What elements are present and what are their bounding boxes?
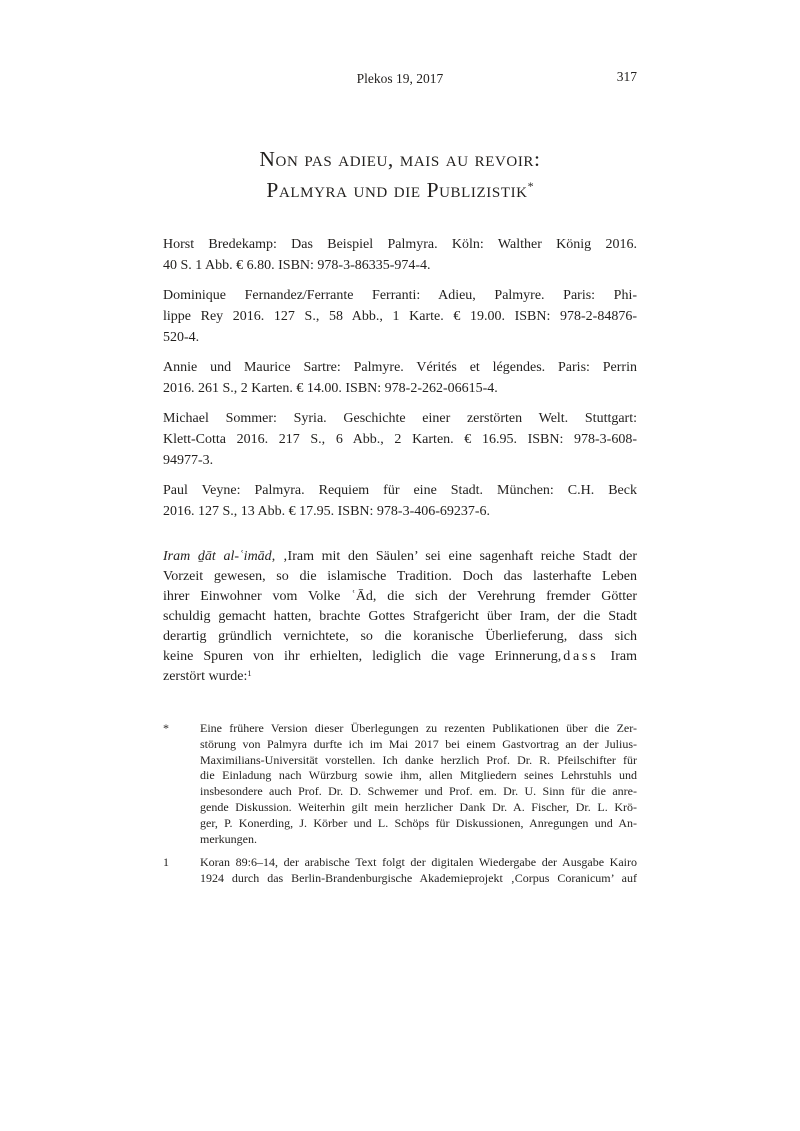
footnote-text xyxy=(200,721,637,847)
title-footnote-marker: * xyxy=(527,179,534,193)
bib-entry-line: Paul Veyne: Palmyra. Requiem für eine Stadt. München: C.H. Beck xyxy=(163,483,637,498)
bib-entry-line: Horst Bredekamp: Das Beispiel Palmyra. Köln: Walther König 2016. xyxy=(163,237,637,252)
body-text-segment: schuldig gemacht hatten, brachte Gottes Strafgericht über Iram, der die Stadt xyxy=(163,609,637,624)
footnote-line: insbesondere auch Prof. Dr. D. Schwemer und Prof. em. Dr. U. Sinn für die anre- xyxy=(200,784,637,799)
footnote-text xyxy=(200,855,637,887)
footnote-line: merkungen. xyxy=(200,831,257,846)
bibliography xyxy=(163,234,637,531)
body-text-segment: keine Spuren von ihr erhielten, lediglich die vage Erinnerung, xyxy=(163,649,562,664)
bib-entry-line: 40 S. 1 Abb. € 6.80. ISBN: 978-3-86335-974-4. xyxy=(163,258,431,273)
bib-entry-line: Annie und Maurice Sartre: Palmyre. Vérités et légendes. Paris: Perrin xyxy=(163,360,637,375)
body-line xyxy=(163,607,637,627)
footnotes-section xyxy=(163,721,637,895)
page-header xyxy=(163,71,637,91)
article-title-line1: Non pas adieu, mais au revoir: xyxy=(259,147,541,171)
body-line xyxy=(163,667,637,687)
bib-entry-line: Michael Sommer: Syria. Geschichte einer zerstörten Welt. Stuttgart: xyxy=(163,411,637,426)
footnote-line: Maximilians-Universität vorstellen. Ich danke herzlich Prof. Dr. R. Pfeilschifter für xyxy=(200,752,637,767)
bib-entry-line: Klett-Cotta 2016. 217 S., 6 Abb., 2 Karten. € 16.95. ISBN: 978-3-608- xyxy=(163,432,637,447)
footnote-marker: * xyxy=(163,721,169,735)
bib-entry-line: 94977-3. xyxy=(163,453,214,468)
article-title xyxy=(163,144,637,209)
body-text-segment: ihrer Einwohner vom Volke ʿĀd, die sich der Verehrung fremder Götter xyxy=(163,589,637,604)
footnote-line: ger, P. Konerding, J. Körber und L. Schöps für Diskussionen, Anregungen und An- xyxy=(200,815,637,830)
footnote-line: störung von Palmyra durfte ich im Mai 2017 bei einem Gastvortrag an der Julius- xyxy=(200,736,637,751)
journal-title: Plekos 19, 2017 xyxy=(356,71,444,86)
bib-entry xyxy=(163,480,637,522)
arabic-transliteration: Iram ḏāt al-ʿimād xyxy=(163,549,272,564)
footnote-line: Koran 89:6–14, der arabische Text folgt der digitalen Wiedergabe der Ausgabe Kairo xyxy=(200,855,637,870)
bib-entry xyxy=(163,234,637,276)
article-title-line2 xyxy=(163,175,637,209)
body-line xyxy=(163,627,637,647)
body-text-segment: Vorzeit gewesen, so die islamische Tradition. Doch das lasterhafte Leben xyxy=(163,569,637,584)
body-text-segment: Iram xyxy=(600,649,637,664)
footnote-line: 1924 durch das Berlin-Brandenburgische Akademieprojekt ‚Corpus Coranicum’ auf xyxy=(200,871,637,886)
bib-entry xyxy=(163,285,637,348)
footnote-line: gende Diskussion. Weiterhin gilt mein herzlicher Dank Dr. A. Fischer, Dr. L. Krö- xyxy=(200,799,637,814)
footnote-reference: 1 xyxy=(247,667,252,678)
body-text-segment: , ‚Iram mit den Säulen’ sei eine sagenhaft reiche Stadt der xyxy=(271,549,638,564)
footnote xyxy=(163,721,637,847)
bib-entry-line: 2016. 127 S., 13 Abb. € 17.95. ISBN: 978-3-406-69237-6. xyxy=(163,504,491,519)
body-line xyxy=(163,567,637,587)
body-line xyxy=(163,547,637,567)
footnote-line: die Einladung nach Würzburg sowie ihm, allen Mitgliedern seines Lehrstuhls und xyxy=(200,768,637,783)
article-title-line2-text: Palmyra und die Publizistik xyxy=(266,178,528,202)
page-number: 317 xyxy=(616,69,637,84)
bib-entry-line: Dominique Fernandez/Ferrante Ferranti: Adieu, Palmyre. Paris: Phi- xyxy=(163,288,637,303)
body-text-segment: zerstört wurde: xyxy=(163,669,248,684)
bib-entry-line: 2016. 261 S., 2 Karten. € 14.00. ISBN: 978-2-262-06615-4. xyxy=(163,381,498,396)
body-paragraph xyxy=(163,547,637,687)
bib-entry xyxy=(163,408,637,471)
bib-entry-line: lippe Rey 2016. 127 S., 58 Abb., 1 Karte. € 19.00. ISBN: 978-2-84876- xyxy=(163,309,637,324)
footnote-marker: 1 xyxy=(163,855,169,870)
body-line xyxy=(163,587,637,607)
body-line xyxy=(163,647,637,667)
bib-entry-line: 520-4. xyxy=(163,330,200,345)
body-text-segment: derartig gründlich vernichtete, so die koranische Überlieferung, dass sich xyxy=(163,629,637,644)
emphasized-word: dass xyxy=(563,649,599,664)
bib-entry xyxy=(163,357,637,399)
footnote-line: Eine frühere Version dieser Überlegungen zu rezenten Publikationen über die Zer- xyxy=(200,721,637,735)
footnote xyxy=(163,855,637,887)
